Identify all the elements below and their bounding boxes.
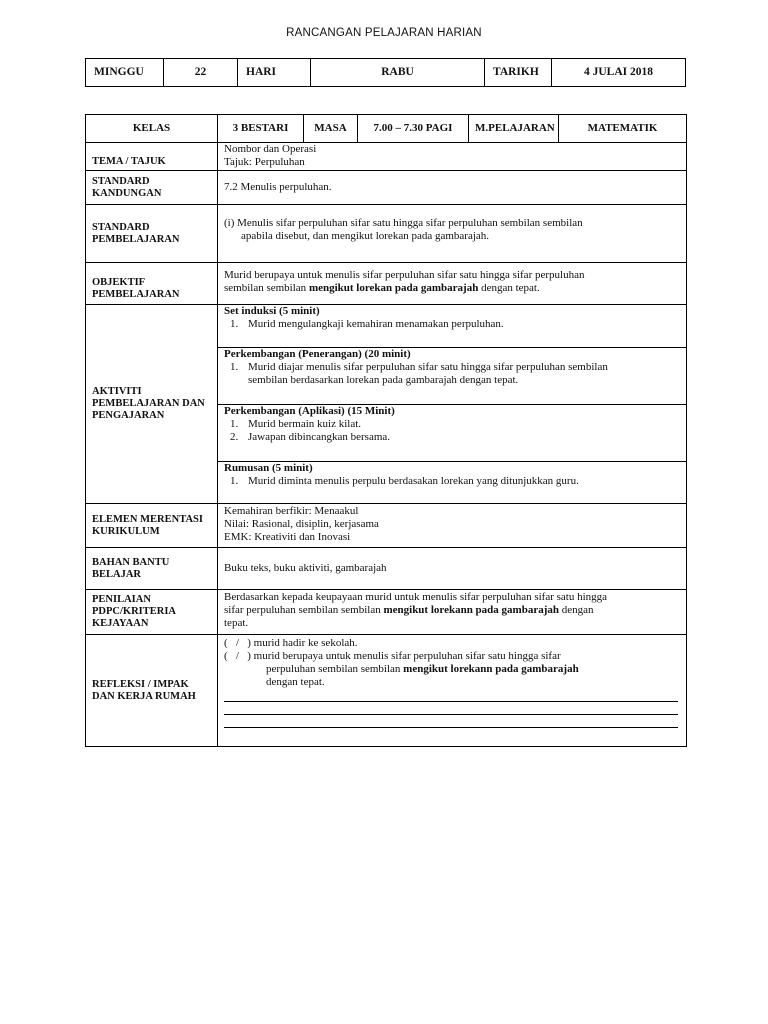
refleksi-label: REFLEKSI / IMPAK DAN KERJA RUMAH — [86, 635, 218, 747]
refleksi-emphasis: mengikut lorekann pada gambarajah — [403, 663, 579, 675]
objektif-line2a: sembilan sembilan — [224, 282, 309, 294]
aplikasi-item-2: Jawapan dibincangkan bersama. — [248, 431, 391, 443]
penerangan-item-line2: sembilan berdasarkan lorekan pada gambarajah dengan tepat. — [248, 374, 519, 386]
standard-kandungan-row — [86, 171, 687, 205]
item-number: 1. — [230, 475, 239, 487]
objektif-row — [86, 263, 687, 305]
kelas-value: 3 BESTARI — [218, 115, 304, 143]
item-number: 1. — [230, 318, 239, 330]
rumusan-item: Murid diminta menulis perpulu berdasakan lorekan yang ditunjukkan guru. — [248, 475, 579, 487]
aktiviti-label: AKTIVITI PEMBELAJARAN DAN PENGAJARAN — [86, 305, 218, 504]
rumusan-section — [218, 462, 687, 504]
aktiviti-row-1 — [86, 305, 687, 348]
set-induksi-section — [218, 305, 687, 348]
penilaian-label: PENILAIAN PDPC/KRITERIA KEJAYAAN — [86, 590, 218, 635]
aplikasi-section — [218, 405, 687, 462]
tema-label: TEMA / TAJUK — [86, 143, 218, 171]
class-info-row — [86, 115, 687, 143]
penilaian-row — [86, 590, 687, 635]
item-number: 1. — [230, 361, 239, 373]
writing-line-1[interactable] — [224, 689, 678, 702]
emk-line2: Nilai: Rasional, disiplin, kerjasama — [224, 518, 379, 530]
penilaian-line3: tepat. — [224, 617, 249, 629]
tajuk-line: Tajuk: Perpuluhan — [224, 156, 305, 168]
rumusan-title: Rumusan (5 minit) — [224, 462, 313, 474]
objektif-line2c: dengan tepat. — [478, 282, 540, 294]
penilaian-line2a: sifar perpuluhan sembilan sembilan — [224, 604, 384, 616]
penilaian-line1: Berdasarkan kepada keupayaan murid untuk menulis sifar perpuluhan sifar satu hingga — [224, 591, 608, 603]
emk-line1: Kemahiran berfikir: Menaakul — [224, 505, 359, 517]
standard-pembelajaran-content — [218, 205, 687, 263]
sp-number: (i) — [224, 217, 235, 229]
standard-pembelajaran-label: STANDARD PEMBELAJARAN — [86, 205, 218, 263]
objektif-line1: Murid berupaya untuk menulis sifar perpuluhan sifar satu hingga sifar perpuluhan — [224, 269, 585, 281]
checkbox-hadir[interactable]: ( / ) — [224, 637, 251, 649]
sp-line1: Menulis sifar perpuluhan sifar satu hingga sifar perpuluhan sembilan sembilan — [237, 217, 583, 229]
minggu-value: 22 — [164, 59, 238, 87]
kelas-label: KELAS — [86, 115, 218, 143]
objektif-content — [218, 263, 687, 305]
tarikh-value: 4 JULAI 2018 — [552, 59, 686, 87]
writing-line-2[interactable] — [224, 702, 678, 715]
page-title: RANCANGAN PELAJARAN HARIAN — [286, 27, 482, 39]
tarikh-label: TARIKH — [485, 59, 552, 87]
objektif-emphasis: mengikut lorekan pada gambarajah — [308, 282, 479, 294]
minggu-label: MINGGU — [86, 59, 164, 87]
penerangan-section — [218, 348, 687, 405]
standard-kandungan-label: STANDARD KANDUNGAN — [86, 171, 218, 205]
penilaian-emphasis: mengikut lorekann pada gambarajah — [383, 604, 559, 616]
emk-content — [218, 504, 687, 548]
bahan-label: BAHAN BANTU BELAJAR — [86, 548, 218, 590]
hari-value: RABU — [311, 59, 485, 87]
tema-line: Nombor dan Operasi — [224, 143, 317, 155]
masa-label: MASA — [304, 115, 358, 143]
checkbox-berupaya[interactable]: ( / ) — [224, 650, 251, 662]
aplikasi-item-1: Murid bermain kuiz kilat. — [248, 418, 362, 430]
item-number: 2. — [230, 431, 239, 443]
emk-row — [86, 504, 687, 548]
emk-line3: EMK: Kreativiti dan Inovasi — [224, 531, 351, 543]
tema-row — [86, 143, 687, 171]
standard-kandungan-text: 7.2 Menulis perpuluhan. — [218, 171, 687, 205]
refleksi-berupaya-text: murid berupaya untuk menulis sifar perpuluhan sifar satu hingga sifar — [253, 650, 561, 662]
emk-label: ELEMEN MERENTASI KURIKULUM — [86, 504, 218, 548]
bahan-text: Buku teks, buku aktiviti, gambarajah — [218, 548, 687, 590]
penilaian-line2c: dengan — [559, 604, 594, 616]
penerangan-title: Perkembangan (Penerangan) (20 minit) — [224, 348, 411, 360]
bahan-row — [86, 548, 687, 590]
refleksi-line4: dengan tepat. — [266, 676, 325, 688]
refleksi-hadir-text: murid hadir ke sekolah. — [253, 637, 358, 649]
masa-value: 7.00 – 7.30 PAGI — [358, 115, 469, 143]
header-table — [85, 58, 686, 87]
hari-label: HARI — [238, 59, 311, 87]
refleksi-row — [86, 635, 687, 747]
tema-content — [218, 143, 687, 171]
set-induksi-item: Murid mengulangkaji kemahiran menamakan perpuluhan. — [248, 318, 504, 330]
penerangan-item-line1: Murid diajar menulis sifar perpuluhan sifar satu hingga sifar perpuluhan sembilan — [248, 361, 608, 373]
subject-value: MATEMATIK — [559, 115, 687, 143]
subject-label: M.PELAJARAN — [469, 115, 559, 143]
writing-line-3[interactable] — [224, 715, 678, 728]
set-induksi-title: Set induksi (5 minit) — [224, 305, 320, 317]
refleksi-line3a: perpuluhan sembilan sembilan — [266, 663, 404, 675]
lesson-plan-table — [85, 114, 687, 747]
aplikasi-title: Perkembangan (Aplikasi) (15 Minit) — [224, 405, 395, 417]
item-number: 1. — [230, 418, 239, 430]
penilaian-content — [218, 590, 687, 635]
refleksi-content — [218, 635, 687, 747]
objektif-label: OBJEKTIF PEMBELAJARAN — [86, 263, 218, 305]
sp-line2: apabila disebut, dan mengikut lorekan pada gambarajah. — [241, 230, 490, 242]
standard-pembelajaran-row — [86, 205, 687, 263]
